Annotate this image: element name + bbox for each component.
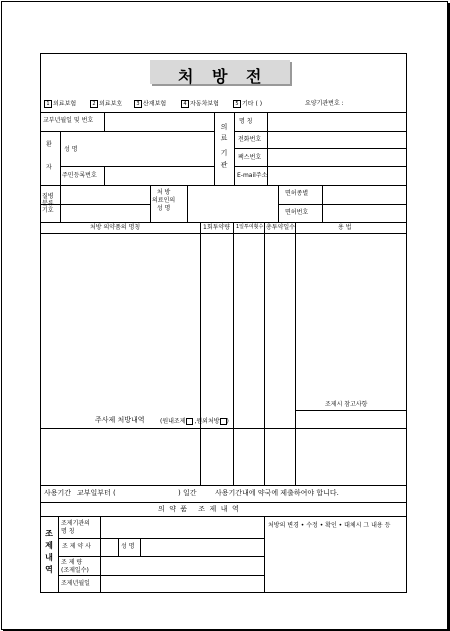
column-usage: 용 법 (338, 224, 352, 231)
issue-date-label: 교부년월일 및 번호 (43, 117, 94, 124)
disease-code-label: 질병 분류 기호 (42, 193, 54, 215)
period-suffix: ) 일간 (178, 489, 197, 497)
institution-email-label: E-mail주소 (237, 172, 268, 179)
prescriber-name-label: 처 방 의료인의 성 명 (152, 189, 176, 212)
dispense-changes-label: 처방의 변경 • 수정 • 확인 • 대체시 그 내용 등 (268, 522, 391, 529)
period-note: 사용기간내에 약국에 제출하여야 합니다. (215, 489, 339, 497)
pharmacist-label: 조 제 약 사 (62, 543, 91, 550)
license-type-label: 면허종별 (285, 190, 309, 197)
dispense-amount-label: 조 제 량 (조제일수) (61, 559, 89, 574)
reference-label: 조제시 참고사항 (325, 401, 368, 408)
insurance-type-4[interactable]: 4 자동차보험 (181, 100, 219, 108)
care-number-label: 요양기관번호 : (305, 100, 344, 107)
insurance-type-1[interactable]: 1 의료보험 (44, 100, 76, 108)
institution-fax-label: 팩스번호 (238, 154, 262, 161)
period-from: 교부일부터 ( (77, 489, 116, 497)
dispense-institution-label: 조제기관의 명 칭 (61, 520, 90, 535)
institution-name-label: 명 칭 (239, 118, 253, 125)
patient-label-top: 환 (46, 141, 52, 148)
insurance-type-5[interactable]: 5 기타 ( ) (233, 100, 262, 108)
column-drug-name: 처방 의약품의 명칭 (90, 224, 141, 231)
dispense-section-title: 의 약 품 조 제 내 역 (158, 505, 239, 513)
column-daily-count: 1일투여횟수 (236, 224, 264, 230)
dispense-date-label: 조제년월일 (61, 580, 90, 587)
period-label: 사용기간 (44, 489, 72, 497)
outside-checkbox[interactable] (220, 418, 227, 425)
insurance-type-2[interactable]: 2 의료보호 (90, 100, 122, 108)
patient-id-label: 주민등록번호 (62, 172, 97, 179)
in-house-checkbox[interactable] (186, 418, 193, 425)
injection-history-label: 주사제 처방내역 (95, 416, 145, 424)
license-number-label: 면허번호 (285, 209, 309, 216)
institution-label: 의 료 기 관 (220, 123, 228, 169)
column-total-days: 총투약일수 (266, 224, 295, 231)
insurance-type-3[interactable]: 3 산재보험 (134, 100, 166, 108)
column-dose: 1회투약량 (203, 224, 231, 231)
institution-phone-label: 전화번호 (238, 136, 262, 143)
injection-options: (원내조제 ,원외처방 ) (160, 418, 229, 425)
pharmacist-name-label: 성 명 (121, 543, 135, 550)
dispense-side-label: 조 제 내 역 (45, 529, 53, 574)
patient-label-bottom: 자 (46, 164, 52, 171)
document-title: 처 방 전 (150, 60, 290, 84)
patient-name-label: 성 명 (64, 146, 78, 153)
